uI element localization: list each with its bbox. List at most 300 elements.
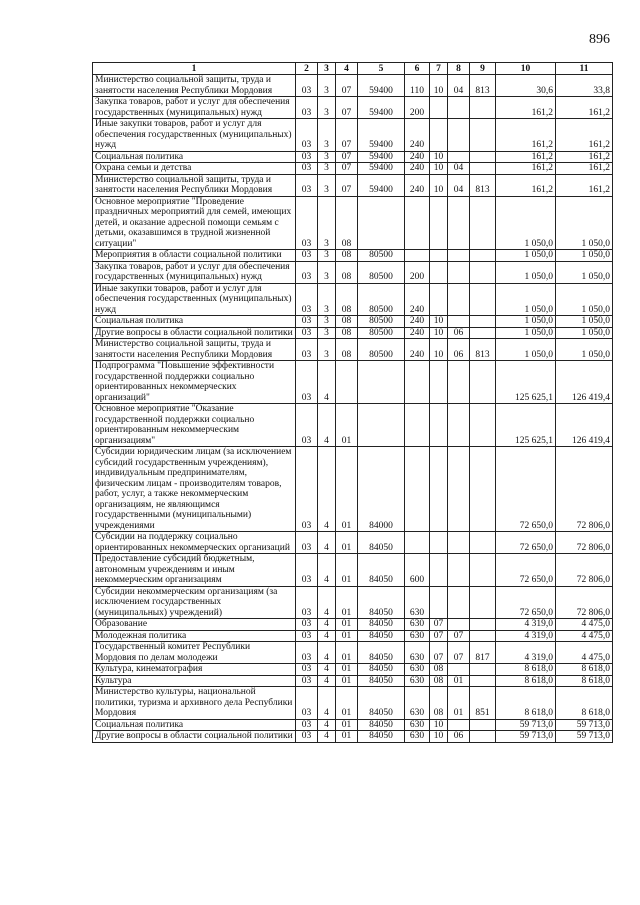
code-cell: 4 bbox=[318, 630, 336, 642]
code-cell: 08 bbox=[336, 316, 358, 328]
code-cell: 3 bbox=[318, 97, 336, 119]
amount-cell: 8 618,0 bbox=[496, 664, 556, 676]
item-name-cell: Иные закупки товаров, работ и услуг для обеспечения государственных (муниципальных) нужд bbox=[93, 283, 296, 316]
code-cell bbox=[470, 675, 496, 687]
code-cell bbox=[470, 316, 496, 328]
code-cell bbox=[470, 151, 496, 163]
code-cell: 4 bbox=[318, 619, 336, 631]
code-cell: 01 bbox=[336, 731, 358, 743]
code-cell: 03 bbox=[296, 675, 318, 687]
amount-cell: 4 475,0 bbox=[556, 642, 613, 664]
table-row bbox=[93, 261, 613, 283]
code-cell bbox=[470, 361, 496, 404]
code-cell: 07 bbox=[336, 119, 358, 152]
code-cell: 630 bbox=[405, 586, 430, 619]
column-header: 9 bbox=[470, 63, 496, 75]
amount-cell: 59 713,0 bbox=[556, 731, 613, 743]
code-cell bbox=[430, 119, 448, 152]
code-cell: 4 bbox=[318, 532, 336, 554]
code-cell: 84050 bbox=[358, 532, 405, 554]
code-cell: 10 bbox=[430, 339, 448, 361]
amount-cell: 8 618,0 bbox=[556, 675, 613, 687]
code-cell: 07 bbox=[336, 151, 358, 163]
item-name-cell: Подпрограмма "Повышение эффективности государственной поддержки социально ориентированных некоммерческих организаций" bbox=[93, 361, 296, 404]
amount-cell: 1 050,0 bbox=[496, 339, 556, 361]
table-row bbox=[93, 675, 613, 687]
code-cell: 07 bbox=[336, 163, 358, 175]
code-cell bbox=[430, 250, 448, 262]
amount-cell: 33,8 bbox=[556, 75, 613, 97]
item-name-cell: Другие вопросы в области социальной политики bbox=[93, 731, 296, 743]
table-row bbox=[93, 554, 613, 587]
item-name-cell: Министерство социальной защиты, труда и занятости населения Республики Мордовия bbox=[93, 75, 296, 97]
code-cell: 07 bbox=[336, 75, 358, 97]
amount-cell: 1 050,0 bbox=[496, 327, 556, 339]
table-row bbox=[93, 361, 613, 404]
code-cell: 01 bbox=[336, 532, 358, 554]
code-cell: 3 bbox=[318, 75, 336, 97]
amount-cell: 1 050,0 bbox=[556, 316, 613, 328]
amount-cell: 1 050,0 bbox=[496, 316, 556, 328]
code-cell: 240 bbox=[405, 339, 430, 361]
item-name-cell: Министерство социальной защиты, труда и занятости населения Республики Мордовия bbox=[93, 174, 296, 196]
column-header: 8 bbox=[448, 63, 470, 75]
table-row bbox=[93, 339, 613, 361]
amount-cell: 72 806,0 bbox=[556, 532, 613, 554]
code-cell: 03 bbox=[296, 687, 318, 720]
code-cell: 07 bbox=[448, 630, 470, 642]
code-cell: 630 bbox=[405, 619, 430, 631]
code-cell: 59400 bbox=[358, 151, 405, 163]
code-cell: 110 bbox=[405, 75, 430, 97]
code-cell: 3 bbox=[318, 174, 336, 196]
code-cell: 08 bbox=[430, 664, 448, 676]
code-cell bbox=[470, 97, 496, 119]
code-cell bbox=[448, 554, 470, 587]
amount-cell: 72 806,0 bbox=[556, 447, 613, 532]
code-cell: 240 bbox=[405, 316, 430, 328]
code-cell: 80500 bbox=[358, 250, 405, 262]
code-cell: 03 bbox=[296, 119, 318, 152]
code-cell: 08 bbox=[336, 250, 358, 262]
code-cell bbox=[358, 361, 405, 404]
code-cell: 03 bbox=[296, 532, 318, 554]
amount-cell: 1 050,0 bbox=[556, 261, 613, 283]
code-cell: 600 bbox=[405, 554, 430, 587]
code-cell bbox=[448, 586, 470, 619]
code-cell bbox=[430, 554, 448, 587]
code-cell: 59400 bbox=[358, 174, 405, 196]
code-cell: 813 bbox=[470, 339, 496, 361]
code-cell: 817 bbox=[470, 642, 496, 664]
code-cell: 3 bbox=[318, 196, 336, 250]
code-cell: 01 bbox=[336, 630, 358, 642]
table-row bbox=[93, 630, 613, 642]
code-cell: 630 bbox=[405, 719, 430, 731]
code-cell: 630 bbox=[405, 664, 430, 676]
column-header: 5 bbox=[358, 63, 405, 75]
code-cell: 04 bbox=[448, 163, 470, 175]
code-cell: 03 bbox=[296, 75, 318, 97]
code-cell bbox=[448, 97, 470, 119]
code-cell: 03 bbox=[296, 327, 318, 339]
item-name-cell: Государственный комитет Республики Мордовия по делам молодежи bbox=[93, 642, 296, 664]
table-row bbox=[93, 586, 613, 619]
code-cell bbox=[470, 664, 496, 676]
amount-cell: 72 650,0 bbox=[496, 447, 556, 532]
amount-cell: 161,2 bbox=[496, 151, 556, 163]
code-cell bbox=[470, 586, 496, 619]
code-cell: 84050 bbox=[358, 586, 405, 619]
code-cell: 10 bbox=[430, 174, 448, 196]
code-cell bbox=[470, 250, 496, 262]
amount-cell: 1 050,0 bbox=[556, 339, 613, 361]
code-cell bbox=[448, 119, 470, 152]
item-name-cell: Основное мероприятие "Проведение праздничных мероприятий для семей, имеющих детей, и оказание адресной помощи семьям с детьми, оказавшимся в трудной жизненной ситуации" bbox=[93, 196, 296, 250]
table-row bbox=[93, 327, 613, 339]
code-cell: 3 bbox=[318, 163, 336, 175]
code-cell bbox=[470, 327, 496, 339]
code-cell: 59400 bbox=[358, 97, 405, 119]
code-cell: 01 bbox=[336, 642, 358, 664]
amount-cell: 72 650,0 bbox=[496, 554, 556, 587]
amount-cell: 8 618,0 bbox=[496, 675, 556, 687]
code-cell: 3 bbox=[318, 119, 336, 152]
amount-cell: 161,2 bbox=[496, 163, 556, 175]
code-cell: 240 bbox=[405, 163, 430, 175]
amount-cell: 161,2 bbox=[556, 151, 613, 163]
code-cell: 200 bbox=[405, 261, 430, 283]
column-header: 10 bbox=[496, 63, 556, 75]
code-cell bbox=[470, 619, 496, 631]
code-cell: 03 bbox=[296, 283, 318, 316]
table-row bbox=[93, 316, 613, 328]
item-name-cell: Субсидии юридическим лицам (за исключением субсидий государственным учреждениям), индивидуальным предпринимателям, физическим лицам - производителям товаров, работ, услуг, а также некоммерческим организациям, не являющимся государственными (муниципальными) учреждениями bbox=[93, 447, 296, 532]
code-cell: 84050 bbox=[358, 642, 405, 664]
code-cell bbox=[448, 361, 470, 404]
code-cell: 08 bbox=[336, 339, 358, 361]
code-cell: 630 bbox=[405, 731, 430, 743]
amount-cell: 4 475,0 bbox=[556, 619, 613, 631]
code-cell bbox=[430, 532, 448, 554]
item-name-cell: Субсидии на поддержку социально ориентированных некоммерческих организаций bbox=[93, 532, 296, 554]
code-cell: 84050 bbox=[358, 630, 405, 642]
amount-cell: 161,2 bbox=[496, 119, 556, 152]
table-row bbox=[93, 447, 613, 532]
code-cell: 813 bbox=[470, 174, 496, 196]
code-cell: 01 bbox=[336, 675, 358, 687]
code-cell: 03 bbox=[296, 261, 318, 283]
amount-cell: 4 319,0 bbox=[496, 630, 556, 642]
code-cell: 08 bbox=[430, 687, 448, 720]
table-row bbox=[93, 687, 613, 720]
amount-cell: 126 419,4 bbox=[556, 404, 613, 447]
amount-cell: 59 713,0 bbox=[496, 719, 556, 731]
amount-cell: 125 625,1 bbox=[496, 404, 556, 447]
amount-cell: 72 650,0 bbox=[496, 586, 556, 619]
column-header: 11 bbox=[556, 63, 613, 75]
amount-cell: 161,2 bbox=[556, 174, 613, 196]
column-header: 7 bbox=[430, 63, 448, 75]
table-body bbox=[93, 75, 613, 743]
amount-cell: 1 050,0 bbox=[496, 196, 556, 250]
code-cell: 240 bbox=[405, 119, 430, 152]
code-cell: 84050 bbox=[358, 554, 405, 587]
amount-cell: 30,6 bbox=[496, 75, 556, 97]
code-cell: 80500 bbox=[358, 316, 405, 328]
code-cell: 01 bbox=[336, 554, 358, 587]
amount-cell: 4 475,0 bbox=[556, 630, 613, 642]
code-cell: 10 bbox=[430, 163, 448, 175]
code-cell: 630 bbox=[405, 675, 430, 687]
code-cell: 03 bbox=[296, 196, 318, 250]
code-cell bbox=[358, 196, 405, 250]
code-cell: 06 bbox=[448, 327, 470, 339]
table-row bbox=[93, 731, 613, 743]
code-cell: 3 bbox=[318, 339, 336, 361]
code-cell: 03 bbox=[296, 630, 318, 642]
code-cell: 03 bbox=[296, 361, 318, 404]
code-cell: 4 bbox=[318, 404, 336, 447]
code-cell: 630 bbox=[405, 687, 430, 720]
amount-cell: 8 618,0 bbox=[556, 664, 613, 676]
code-cell: 3 bbox=[318, 283, 336, 316]
code-cell: 01 bbox=[336, 447, 358, 532]
code-cell: 84050 bbox=[358, 719, 405, 731]
code-cell bbox=[405, 447, 430, 532]
code-cell: 03 bbox=[296, 619, 318, 631]
code-cell: 84050 bbox=[358, 619, 405, 631]
code-cell: 04 bbox=[448, 174, 470, 196]
code-cell bbox=[448, 619, 470, 631]
table-row bbox=[93, 719, 613, 731]
amount-cell: 4 319,0 bbox=[496, 619, 556, 631]
item-name-cell: Культура bbox=[93, 675, 296, 687]
code-cell: 10 bbox=[430, 316, 448, 328]
code-cell: 03 bbox=[296, 174, 318, 196]
amount-cell: 72 806,0 bbox=[556, 586, 613, 619]
code-cell: 4 bbox=[318, 731, 336, 743]
code-cell: 813 bbox=[470, 75, 496, 97]
code-cell: 07 bbox=[336, 174, 358, 196]
item-name-cell: Закупка товаров, работ и услуг для обеспечения государственных (муниципальных) нужд bbox=[93, 97, 296, 119]
amount-cell: 1 050,0 bbox=[556, 283, 613, 316]
table-row bbox=[93, 151, 613, 163]
amount-cell: 1 050,0 bbox=[556, 250, 613, 262]
code-cell: 3 bbox=[318, 250, 336, 262]
code-cell: 03 bbox=[296, 250, 318, 262]
code-cell bbox=[470, 119, 496, 152]
code-cell: 08 bbox=[336, 327, 358, 339]
table-row bbox=[93, 163, 613, 175]
item-name-cell: Субсидии некоммерческим организациям (за исключением государственных (муниципальных) учреждений) bbox=[93, 586, 296, 619]
code-cell: 01 bbox=[448, 687, 470, 720]
table-row bbox=[93, 283, 613, 316]
table-row bbox=[93, 75, 613, 97]
item-name-cell: Министерство культуры, национальной политики, туризма и архивного дела Республики Мордовия bbox=[93, 687, 296, 720]
code-cell: 3 bbox=[318, 316, 336, 328]
code-cell: 06 bbox=[448, 339, 470, 361]
item-name-cell: Министерство социальной защиты, труда и занятости населения Республики Мордовия bbox=[93, 339, 296, 361]
code-cell: 84050 bbox=[358, 664, 405, 676]
code-cell: 03 bbox=[296, 339, 318, 361]
table-header-row bbox=[93, 63, 613, 75]
code-cell: 03 bbox=[296, 447, 318, 532]
code-cell: 07 bbox=[336, 97, 358, 119]
code-cell: 10 bbox=[430, 151, 448, 163]
code-cell: 4 bbox=[318, 586, 336, 619]
code-cell: 08 bbox=[336, 261, 358, 283]
amount-cell: 161,2 bbox=[556, 97, 613, 119]
code-cell: 01 bbox=[336, 404, 358, 447]
code-cell bbox=[470, 196, 496, 250]
code-cell bbox=[430, 196, 448, 250]
code-cell: 80500 bbox=[358, 327, 405, 339]
amount-cell: 59 713,0 bbox=[496, 731, 556, 743]
amount-cell: 1 050,0 bbox=[556, 196, 613, 250]
code-cell: 08 bbox=[336, 196, 358, 250]
amount-cell: 161,2 bbox=[556, 163, 613, 175]
code-cell: 4 bbox=[318, 554, 336, 587]
amount-cell: 1 050,0 bbox=[496, 250, 556, 262]
code-cell bbox=[448, 250, 470, 262]
table-row bbox=[93, 642, 613, 664]
code-cell: 3 bbox=[318, 151, 336, 163]
code-cell bbox=[430, 361, 448, 404]
code-cell: 01 bbox=[336, 586, 358, 619]
page-number: 896 bbox=[589, 32, 610, 47]
code-cell: 59400 bbox=[358, 75, 405, 97]
amount-cell: 1 050,0 bbox=[496, 283, 556, 316]
code-cell: 07 bbox=[448, 642, 470, 664]
code-cell: 4 bbox=[318, 642, 336, 664]
code-cell: 03 bbox=[296, 404, 318, 447]
code-cell: 59400 bbox=[358, 163, 405, 175]
code-cell bbox=[470, 283, 496, 316]
amount-cell: 72 806,0 bbox=[556, 554, 613, 587]
code-cell: 07 bbox=[430, 630, 448, 642]
code-cell bbox=[470, 731, 496, 743]
code-cell: 84050 bbox=[358, 687, 405, 720]
table-row bbox=[93, 196, 613, 250]
amount-cell: 126 419,4 bbox=[556, 361, 613, 404]
amount-cell: 161,2 bbox=[496, 174, 556, 196]
column-header: 2 bbox=[296, 63, 318, 75]
code-cell: 01 bbox=[336, 719, 358, 731]
code-cell: 10 bbox=[430, 327, 448, 339]
code-cell bbox=[430, 261, 448, 283]
code-cell: 4 bbox=[318, 687, 336, 720]
code-cell: 80500 bbox=[358, 339, 405, 361]
table-row bbox=[93, 532, 613, 554]
code-cell bbox=[430, 586, 448, 619]
code-cell: 03 bbox=[296, 731, 318, 743]
code-cell: 80500 bbox=[358, 261, 405, 283]
table-row bbox=[93, 664, 613, 676]
amount-cell: 59 713,0 bbox=[556, 719, 613, 731]
item-name-cell: Закупка товаров, работ и услуг для обеспечения государственных (муниципальных) нужд bbox=[93, 261, 296, 283]
table-row bbox=[93, 97, 613, 119]
code-cell bbox=[448, 151, 470, 163]
item-name-cell: Основное мероприятие "Оказание государственной поддержки социально ориентированным некоммерческим организациям" bbox=[93, 404, 296, 447]
amount-cell: 125 625,1 bbox=[496, 361, 556, 404]
code-cell bbox=[470, 404, 496, 447]
code-cell: 4 bbox=[318, 664, 336, 676]
code-cell: 84050 bbox=[358, 675, 405, 687]
table-row bbox=[93, 619, 613, 631]
item-name-cell: Социальная политика bbox=[93, 719, 296, 731]
amount-cell: 1 050,0 bbox=[496, 261, 556, 283]
code-cell: 10 bbox=[430, 731, 448, 743]
code-cell: 200 bbox=[405, 97, 430, 119]
column-header: 1 bbox=[93, 63, 296, 75]
code-cell: 84000 bbox=[358, 447, 405, 532]
code-cell: 07 bbox=[430, 619, 448, 631]
code-cell: 03 bbox=[296, 642, 318, 664]
column-header: 4 bbox=[336, 63, 358, 75]
code-cell: 01 bbox=[336, 664, 358, 676]
code-cell bbox=[448, 447, 470, 532]
code-cell: 4 bbox=[318, 675, 336, 687]
item-name-cell: Мероприятия в области социальной политики bbox=[93, 250, 296, 262]
item-name-cell: Иные закупки товаров, работ и услуг для обеспечения государственных (муниципальных) нужд bbox=[93, 119, 296, 152]
amount-cell: 8 618,0 bbox=[496, 687, 556, 720]
column-header: 6 bbox=[405, 63, 430, 75]
code-cell: 3 bbox=[318, 261, 336, 283]
amount-cell: 161,2 bbox=[556, 119, 613, 152]
code-cell bbox=[430, 447, 448, 532]
code-cell bbox=[358, 404, 405, 447]
code-cell: 06 bbox=[448, 731, 470, 743]
code-cell: 59400 bbox=[358, 119, 405, 152]
code-cell: 80500 bbox=[358, 283, 405, 316]
code-cell: 07 bbox=[430, 642, 448, 664]
code-cell bbox=[448, 283, 470, 316]
code-cell: 4 bbox=[318, 447, 336, 532]
code-cell bbox=[430, 283, 448, 316]
item-name-cell: Предоставление субсидий бюджетным, автономным учреждениям и иным некоммерческим организациям bbox=[93, 554, 296, 587]
code-cell bbox=[430, 97, 448, 119]
code-cell: 4 bbox=[318, 719, 336, 731]
code-cell bbox=[470, 163, 496, 175]
item-name-cell: Образование bbox=[93, 619, 296, 631]
table-row bbox=[93, 174, 613, 196]
code-cell bbox=[448, 532, 470, 554]
code-cell: 84050 bbox=[358, 731, 405, 743]
code-cell: 01 bbox=[336, 619, 358, 631]
amount-cell: 72 650,0 bbox=[496, 532, 556, 554]
code-cell bbox=[405, 196, 430, 250]
code-cell bbox=[470, 447, 496, 532]
code-cell: 240 bbox=[405, 283, 430, 316]
code-cell bbox=[430, 404, 448, 447]
code-cell bbox=[448, 196, 470, 250]
code-cell: 240 bbox=[405, 151, 430, 163]
budget-table bbox=[92, 62, 613, 743]
code-cell: 03 bbox=[296, 554, 318, 587]
column-header: 3 bbox=[318, 63, 336, 75]
item-name-cell: Социальная политика bbox=[93, 151, 296, 163]
code-cell: 240 bbox=[405, 174, 430, 196]
amount-cell: 1 050,0 bbox=[556, 327, 613, 339]
item-name-cell: Социальная политика bbox=[93, 316, 296, 328]
code-cell bbox=[405, 250, 430, 262]
code-cell: 630 bbox=[405, 630, 430, 642]
amount-cell: 161,2 bbox=[496, 97, 556, 119]
code-cell: 03 bbox=[296, 316, 318, 328]
item-name-cell: Другие вопросы в области социальной политики bbox=[93, 327, 296, 339]
code-cell: 3 bbox=[318, 327, 336, 339]
